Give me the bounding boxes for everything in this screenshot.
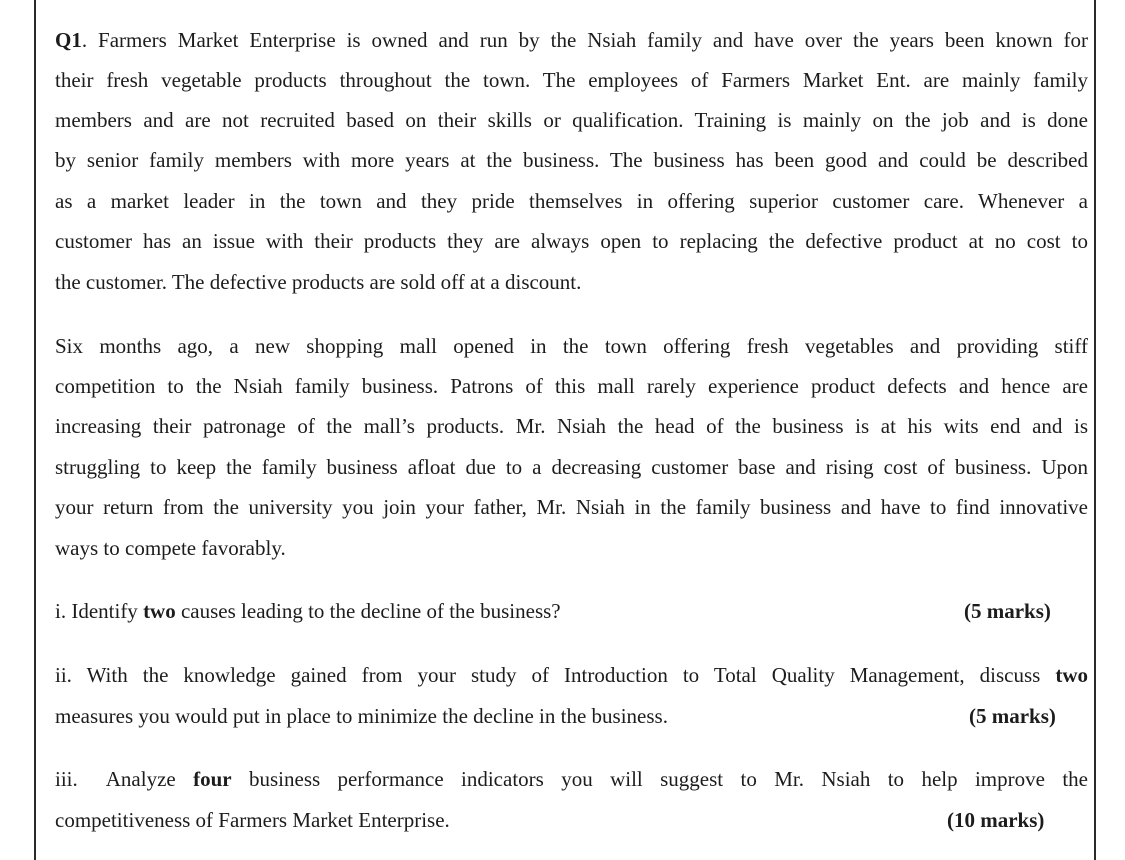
paragraph2-line2: competition to the Nsiah family business. Patrons of this mall rarely experience product defects and hence are bbox=[55, 374, 1088, 398]
paragraph2-line3: increasing their patronage of the mall’s products. Mr. Nsiah the head of the business is at his wits end and is bbox=[55, 414, 1088, 438]
part-ii-line1 bbox=[55, 662, 1088, 688]
paragraph2-line1: Six months ago, a new shopping mall opened in the town offering fresh vegetables and providing stiff bbox=[55, 334, 1088, 358]
paragraph1-line7: the customer. The defective products are sold off at a discount. bbox=[55, 270, 582, 294]
paragraph1-line1-text: . Farmers Market Enterprise is owned and run by the Nsiah family and have over the years been known for bbox=[81, 28, 1088, 52]
part-iii-label: iii. bbox=[55, 767, 78, 791]
part-ii-marks: (5 marks) bbox=[969, 704, 1056, 728]
paragraph1-line2: their fresh vegetable products throughout the town. The employees of Farmers Market Ent. are mainly family bbox=[55, 68, 1088, 92]
part-ii-prefix: ii. With the knowledge gained from your study of Introduction to Total Quality Management, discuss bbox=[55, 663, 1056, 687]
part-iii-bold: four bbox=[193, 767, 232, 791]
part-iii-prefix: Analyze bbox=[105, 767, 194, 791]
paragraph1-line6: customer has an issue with their products they are always open to replacing the defective product at no cost to bbox=[55, 229, 1088, 253]
part-i-question bbox=[55, 598, 1088, 624]
part-i-prefix: i. Identify bbox=[55, 599, 144, 623]
question-page bbox=[34, 0, 1096, 860]
part-i-bold: two bbox=[143, 599, 176, 623]
paragraph1-line4: by senior family members with more years at the business. The business has been good and could be described bbox=[55, 148, 1088, 172]
part-iii-line2: competitiveness of Farmers Market Enterprise. bbox=[55, 808, 450, 832]
part-ii-line2: measures you would put in place to minimize the decline in the business. bbox=[55, 704, 668, 728]
part-iii-line1 bbox=[55, 766, 1088, 792]
part-iii-suffix: business performance indicators you will suggest to Mr. Nsiah to help improve the bbox=[231, 767, 1088, 791]
paragraph2-line4: struggling to keep the family business afloat due to a decreasing customer base and rising cost of business. Upon bbox=[55, 455, 1088, 479]
part-ii-bold: two bbox=[1055, 663, 1088, 687]
paragraph2-line6: ways to compete favorably. bbox=[55, 536, 286, 560]
paragraph2-line5: your return from the university you join your father, Mr. Nsiah in the family business and have to find innovative bbox=[55, 495, 1088, 519]
paragraph1-line3: members and are not recruited based on their skills or qualification. Training is mainly on the job and is done bbox=[55, 108, 1088, 132]
part-i-marks: (5 marks) bbox=[964, 599, 1051, 623]
part-iii-marks: (10 marks) bbox=[947, 808, 1045, 832]
paragraph1-line1 bbox=[55, 27, 1088, 53]
paragraph1-line5: as a market leader in the town and they pride themselves in offering superior customer care. Whenever a bbox=[55, 189, 1088, 213]
part-i-suffix: causes leading to the decline of the business? bbox=[175, 599, 561, 623]
question-number: Q1 bbox=[55, 28, 82, 52]
